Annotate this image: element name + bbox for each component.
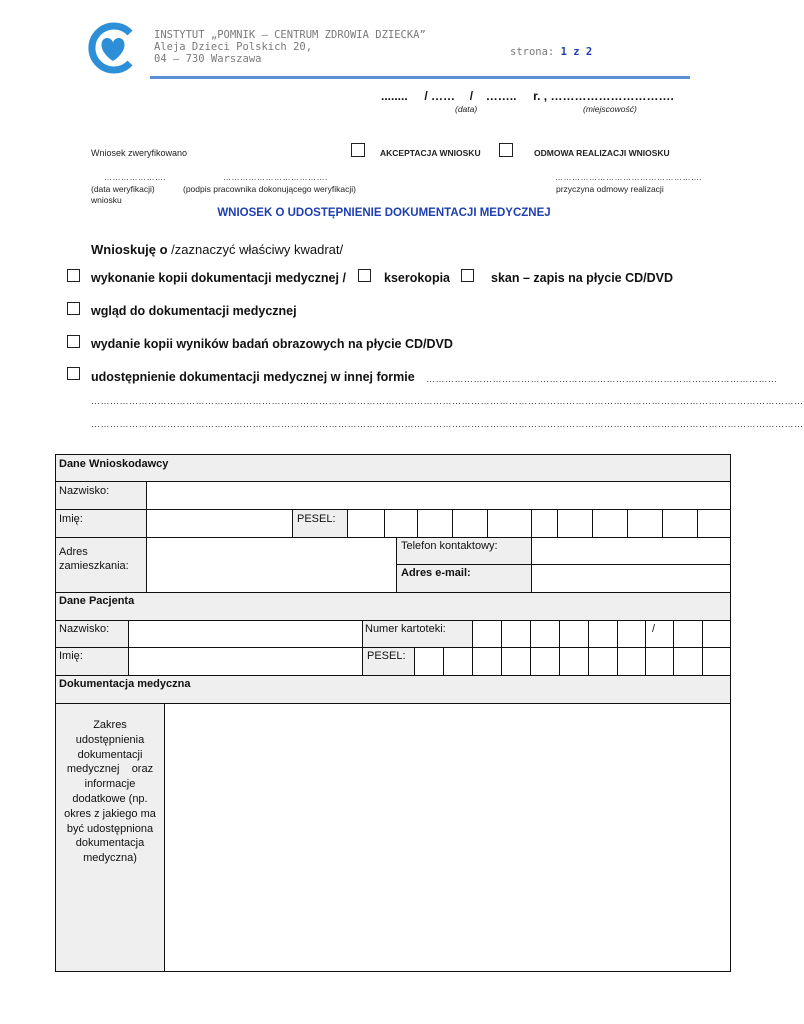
scope-line: dokumentacja	[75, 837, 145, 850]
date-day-field[interactable]: ........	[381, 89, 408, 103]
scope-line: medyczna)	[83, 852, 137, 865]
rejection-reason-field[interactable]: …………………………………………….	[555, 173, 703, 182]
accept-checkbox[interactable]	[351, 143, 365, 157]
verification-date-caption: (data weryfikacji)	[91, 184, 155, 194]
option-imaging-label: wydanie kopii wyników badań obrazowych na płycie CD/DVD	[91, 337, 453, 351]
option-view-checkbox[interactable]	[67, 302, 80, 315]
verification-signature-caption: (podpis pracownika dokonującego weryfikacji)	[183, 184, 356, 194]
date-caption: (data)	[455, 104, 478, 114]
place-caption: (miejscowość)	[583, 104, 637, 114]
request-intro-bold: Wnioskuję o	[91, 242, 168, 257]
applicant-section-title: Dane Wnioskodawcy	[59, 458, 169, 470]
request-intro	[91, 242, 343, 257]
applicant-pesel-digit[interactable]	[384, 509, 418, 538]
page-indicator	[510, 46, 592, 58]
accept-label: AKCEPTACJA WNIOSKU	[380, 148, 481, 158]
option-imaging-checkbox[interactable]	[67, 335, 80, 348]
applicant-surname-input[interactable]	[146, 481, 731, 510]
option-other-label: udostępnienie dokumentacji medycznej w innej formie	[91, 370, 415, 384]
page-number: 1 z 2	[560, 46, 593, 58]
patient-pesel-digit[interactable]	[617, 647, 646, 676]
option-other-checkbox[interactable]	[67, 367, 80, 380]
patient-card-separator-cell	[645, 620, 674, 648]
applicant-section-header	[55, 454, 731, 482]
applicant-address-input[interactable]	[146, 537, 397, 593]
applicant-name-label: Imię:	[59, 513, 83, 525]
applicant-pesel-label: PESEL:	[297, 513, 336, 525]
applicant-pesel-digit[interactable]	[592, 509, 628, 538]
scope-line: być udostępniona	[66, 822, 154, 835]
patient-pesel-digit[interactable]	[559, 647, 589, 676]
date-year-field[interactable]: ……..	[485, 89, 517, 103]
verified-label: Wniosek zweryfikowano	[91, 148, 188, 158]
patient-card-digit[interactable]	[617, 620, 646, 648]
institute-name: INSTYTUT „POMNIK – CENTRUM ZDROWIA DZIECKA”	[154, 29, 426, 41]
option-copy-checkbox[interactable]	[67, 269, 80, 282]
applicant-surname-label-cell	[55, 481, 147, 510]
applicant-email-label-cell	[396, 564, 532, 593]
place-field[interactable]: ………………………….	[550, 89, 674, 103]
applicant-name-label-cell	[55, 509, 147, 538]
patient-card-digit[interactable]	[501, 620, 531, 648]
header-rule	[150, 76, 690, 79]
form-title: WNIOSEK O UDOSTĘPNIENIE DOKUMENTACJI MEDYCZNEJ	[217, 207, 551, 219]
patient-card-digit[interactable]	[673, 620, 703, 648]
scope-line: medycznej oraz	[66, 763, 154, 776]
patient-pesel-digit[interactable]	[645, 647, 674, 676]
applicant-pesel-digit[interactable]	[557, 509, 593, 538]
patient-pesel-label: PESEL:	[367, 650, 406, 662]
patient-pesel-digit[interactable]	[414, 647, 444, 676]
patient-pesel-digit[interactable]	[588, 647, 618, 676]
patient-card-digit[interactable]	[472, 620, 502, 648]
applicant-phone-label-cell	[396, 537, 532, 565]
patient-surname-label: Nazwisko:	[59, 623, 110, 635]
patient-pesel-label-cell	[362, 647, 415, 676]
option-scan-label: skan – zapis na płycie CD/DVD	[491, 271, 674, 285]
data-table	[55, 454, 731, 972]
patient-card-digit[interactable]	[530, 620, 560, 648]
applicant-pesel-digit[interactable]	[697, 509, 731, 538]
patient-pesel-digit[interactable]	[501, 647, 531, 676]
institute-address-line1: Aleja Dzieci Polskich 20,	[154, 41, 313, 53]
rejection-reason-caption: przyczyna odmowy realizacji	[556, 184, 664, 194]
patient-card-digit[interactable]	[588, 620, 618, 648]
documentation-section-header	[55, 675, 731, 704]
applicant-pesel-digit[interactable]	[531, 509, 558, 538]
applicant-pesel-digit[interactable]	[452, 509, 488, 538]
patient-pesel-digit[interactable]	[443, 647, 473, 676]
date-month-field[interactable]: ……	[431, 89, 456, 103]
patient-card-label-cell	[362, 620, 473, 648]
scope-line: okres z jakiego ma	[64, 807, 156, 820]
applicant-email-input[interactable]	[531, 564, 731, 593]
verification-date-field[interactable]: ………………….	[104, 173, 167, 182]
patient-name-label-cell	[55, 647, 129, 676]
applicant-pesel-digit[interactable]	[487, 509, 532, 538]
date-separator: /	[424, 89, 428, 103]
patient-pesel-digit[interactable]	[702, 647, 731, 676]
applicant-pesel-digit[interactable]	[627, 509, 663, 538]
option-photocopy-checkbox[interactable]	[358, 269, 371, 282]
applicant-surname-label: Nazwisko:	[59, 485, 110, 497]
page-label: strona:	[510, 46, 555, 58]
verification-date-caption-2: wniosku	[91, 195, 122, 205]
reject-label: ODMOWA REALIZACJI WNIOSKU	[534, 148, 670, 158]
applicant-pesel-digit[interactable]	[417, 509, 453, 538]
scope-line: Zakres	[93, 719, 127, 731]
applicant-address-label-2: zamieszkania:	[59, 560, 129, 572]
patient-pesel-digit[interactable]	[472, 647, 502, 676]
patient-surname-label-cell	[55, 620, 129, 648]
patient-section-header	[55, 592, 731, 621]
institute-address-line2: 04 – 730 Warszawa	[154, 53, 262, 65]
scope-line: informacje	[84, 778, 136, 791]
applicant-pesel-digit[interactable]	[662, 509, 698, 538]
applicant-email-label: Adres e-mail:	[401, 567, 471, 579]
option-other-field-line2[interactable]: ………………………………………………………………………………………………………………………………………………………………………………………………………	[91, 396, 804, 406]
patient-name-label: Imię:	[59, 650, 83, 662]
option-other-field[interactable]: …………………………………………………………………………………………………	[426, 374, 778, 384]
option-other-field-line3[interactable]: ………………………………………………………………………………………………………………………………………………………………………………………………………	[91, 419, 804, 429]
patient-card-digit[interactable]	[559, 620, 589, 648]
heart-logo-icon	[83, 23, 143, 73]
date-place-line[interactable]	[381, 89, 674, 103]
patient-pesel-digit[interactable]	[673, 647, 703, 676]
patient-name-input[interactable]	[128, 647, 363, 676]
option-scan-checkbox[interactable]	[461, 269, 474, 282]
documentation-scope-input[interactable]	[164, 703, 731, 972]
date-separator: /	[469, 89, 474, 103]
patient-surname-input[interactable]	[128, 620, 363, 648]
year-suffix: r. ,	[533, 89, 548, 103]
applicant-address-label: Adres	[59, 546, 88, 558]
patient-card-separator: /	[652, 623, 656, 635]
applicant-name-input[interactable]	[146, 509, 293, 538]
verification-signature-field[interactable]: ……………………………….	[223, 173, 328, 182]
patient-pesel-digit[interactable]	[530, 647, 560, 676]
scope-line: udostępnienia	[75, 733, 145, 746]
option-copy-label: wykonanie kopii dokumentacji medycznej /	[91, 271, 346, 285]
scope-line: dodatkowe (np.	[72, 792, 148, 805]
option-photocopy-label: kserokopia	[384, 271, 451, 285]
scope-line: dokumentacji	[77, 748, 143, 761]
documentation-scope-label-cell	[55, 703, 165, 972]
applicant-phone-label: Telefon kontaktowy:	[401, 540, 498, 552]
applicant-phone-input[interactable]	[531, 537, 731, 565]
patient-card-label: Numer kartoteki:	[365, 623, 446, 635]
documentation-scope-label	[56, 718, 164, 866]
option-view-label: wgląd do dokumentacji medycznej	[91, 304, 297, 318]
reject-checkbox[interactable]	[499, 143, 513, 157]
applicant-pesel-label-cell	[292, 509, 348, 538]
applicant-pesel-digit[interactable]	[347, 509, 385, 538]
applicant-address-label-cell	[55, 537, 147, 593]
patient-section-title: Dane Pacjenta	[59, 595, 135, 607]
patient-card-digit[interactable]	[702, 620, 731, 648]
request-intro-note: /zaznaczyć właściwy kwadrat/	[167, 242, 344, 257]
documentation-section-title: Dokumentacja medyczna	[59, 678, 191, 690]
